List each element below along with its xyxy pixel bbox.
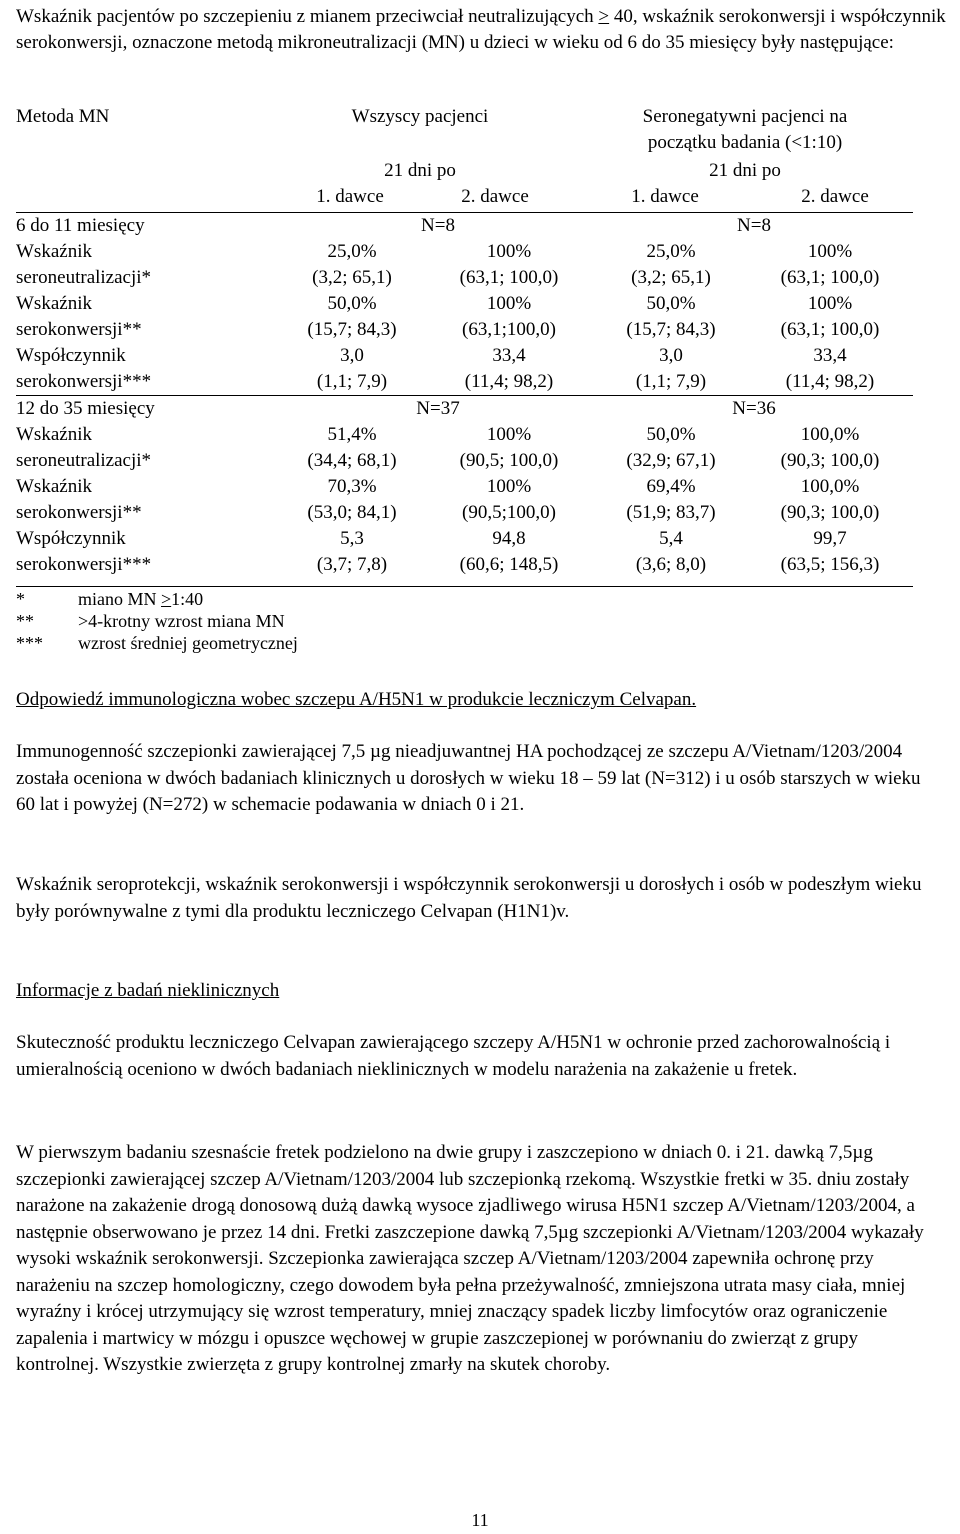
cell-value: 100,0% (800, 424, 860, 445)
table-row (16, 448, 913, 474)
footnote (16, 632, 298, 654)
cell-ci: (63,1; 100,0) (780, 319, 880, 340)
table-row (16, 500, 913, 526)
cell-ci: (1,1; 7,9) (635, 371, 707, 392)
section-heading-nonclinical: Informacje z badań nieklinicznych (16, 980, 280, 1001)
cell-ci: (90,3; 100,0) (780, 502, 880, 523)
table-row (16, 552, 913, 578)
cell-ci: (11,4; 98,2) (464, 371, 554, 392)
cell-ci: (15,7; 84,3) (307, 319, 397, 340)
footnote (16, 588, 298, 610)
row-label: Wskaźnik (16, 424, 92, 445)
row-label: Wskaźnik (16, 241, 92, 262)
group-n-seroneg: N=8 (595, 213, 913, 240)
intro-text-end: 40, wskaźnik serokonwersji i współczynnik serokonwersji, oznaczone metodą mikroneutralizacji (MN) u dzieci w wieku od 6 do 35 miesięcy były następujące: (16, 6, 946, 53)
header-seronegative-line2: początku badania (<1:10) (647, 132, 843, 153)
header-dose1-all: 1. dawce (316, 186, 384, 207)
group-row (16, 396, 913, 423)
row-label: seroneutralizacji* (16, 450, 152, 471)
cell-value: 50,0% (646, 293, 696, 314)
header-all-patients: Wszyscy pacjenci (351, 106, 489, 127)
table-row (16, 291, 913, 317)
header-seronegative-line1: Seronegatywni pacjenci na (642, 106, 848, 127)
table-row (16, 343, 913, 369)
row-label: serokonwersji*** (16, 371, 152, 392)
cell-ci: (34,4; 68,1) (307, 450, 397, 471)
intro-paragraph (16, 4, 946, 56)
table-row (16, 317, 913, 343)
cell-value: 99,7 (813, 528, 847, 549)
paragraph-efficacy: Skuteczność produktu leczniczego Celvapan zawierającego szczepy A/H5N1 w ochronie przed zachorowalnością i umieralnością oceniono w dwóch badaniach nieklinicznych w modelu narażenia na zakażenie u fretek. (16, 1032, 891, 1080)
paragraph-immunogenicity: Immunogenność szczepionki zawierającej 7,5 µg nieadjuwantnej HA pochodzącej ze szczepu A/Vietnam/1203/2004 została oceniona w dwóch badaniach klinicznych u dorosłych w wieku 18 – 59 lat (N=312) i u osób starszych w wieku 60 lat i powyżej (N=272) w schemacie podawania w dniach 0 i 21. (16, 741, 921, 815)
cell-ci: (63,1;100,0) (462, 319, 556, 340)
cell-value: 25,0% (327, 241, 377, 262)
footnote-symbol: *** (16, 633, 43, 653)
row-label: seroneutralizacji* (16, 267, 152, 288)
table-row (16, 526, 913, 552)
table-row (16, 369, 913, 396)
cell-ci: (63,1; 100,0) (780, 267, 880, 288)
cell-value: 100% (807, 293, 853, 314)
cell-ci: (1,1; 7,9) (316, 371, 388, 392)
cell-ci: (11,4; 98,2) (785, 371, 875, 392)
row-label: serokonwersji*** (16, 554, 152, 575)
cell-value: 70,3% (327, 476, 377, 497)
geq-symbol: > (598, 6, 610, 27)
table-bottom-rule (16, 586, 913, 587)
group-row (16, 213, 913, 240)
cell-ci: (63,1; 100,0) (459, 267, 559, 288)
header-dose1-seroneg: 1. dawce (631, 186, 699, 207)
cell-ci: (53,0; 84,1) (307, 502, 397, 523)
table-row (16, 265, 913, 291)
row-label: Współczynnik (16, 528, 126, 549)
cell-ci: (60,6; 148,5) (459, 554, 559, 575)
cell-ci: (90,5;100,0) (462, 502, 556, 523)
row-label: Wskaźnik (16, 293, 92, 314)
cell-value: 100% (486, 476, 532, 497)
cell-value: 51,4% (327, 424, 377, 445)
cell-ci: (3,2; 65,1) (312, 267, 392, 288)
group-label: 6 do 11 miesięcy (16, 213, 281, 240)
table-row (16, 239, 913, 265)
row-label: serokonwersji** (16, 319, 142, 340)
group-n-all: N=37 (281, 396, 595, 423)
footnote (16, 610, 298, 632)
cell-value: 100% (486, 241, 532, 262)
cell-value: 94,8 (492, 528, 526, 549)
cell-value: 50,0% (646, 424, 696, 445)
cell-ci: (63,5; 156,3) (780, 554, 880, 575)
cell-value: 5,3 (340, 528, 364, 549)
cell-value: 33,4 (492, 345, 526, 366)
cell-ci: (51,9; 83,7) (626, 502, 716, 523)
footnote-symbol: ** (16, 611, 34, 631)
footnote-text: wzrost średniej geometrycznej (78, 633, 298, 653)
cell-ci: (90,3; 100,0) (780, 450, 880, 471)
cell-value: 100% (807, 241, 853, 262)
footnotes (16, 588, 298, 654)
cell-value: 69,4% (646, 476, 696, 497)
footnote-symbol: * (16, 589, 25, 609)
cell-value: 25,0% (646, 241, 696, 262)
cell-ci: (3,2; 65,1) (631, 267, 711, 288)
row-label: Wskaźnik (16, 476, 92, 497)
section-heading-immunology: Odpowiedź immunologiczna wobec szczepu A/H5N1 w produkcie leczniczym Celvapan. (16, 689, 697, 710)
header-method: Metoda MN (16, 106, 110, 127)
cell-value: 100,0% (800, 476, 860, 497)
cell-ci: (3,6; 8,0) (635, 554, 707, 575)
row-label: Współczynnik (16, 345, 126, 366)
intro-text-start: Wskaźnik pacjentów po szczepieniu z mianem przeciwciał neutralizujących (16, 6, 599, 27)
cell-value: 3,0 (659, 345, 683, 366)
group-n-all: N=8 (281, 213, 595, 240)
cell-value: 3,0 (340, 345, 364, 366)
page-number: 11 (471, 1510, 489, 1530)
cell-value: 100% (486, 424, 532, 445)
results-table (16, 212, 913, 578)
footnote-text: miano MN (78, 589, 161, 609)
geq-symbol: > (161, 589, 172, 609)
header-days-after-seroneg: 21 dni po (709, 160, 781, 181)
cell-value: 5,4 (659, 528, 683, 549)
table-row (16, 422, 913, 448)
cell-value: 100% (486, 293, 532, 314)
cell-ci: (3,7; 7,8) (316, 554, 388, 575)
paragraph-ferret-study: W pierwszym badaniu szesnaście fretek podzielono na dwie grupy i zaszczepiono w dniach 0. i 21. dawką 7,5µg szczepionki zawierającej szczep A/Vietnam/1203/2004 lub szczepionką rzekomą. Wszystkie fretki w 35. dniu zostały narażone na zakażenie drogą donosową dużą dawką wysoce zjadliwego wirusa H5N1 szczep A/Vietnam/1203/2004, a następnie obserwowano je przez 14 dni. Fretki zaszczepione dawką 7,5µg szczepionki A/Vietnam/1203/2004 wykazały wysoki wskaźnik serokonwersji. Szczepionka zawierająca szczep A/Vietnam/1203/2004 zapewniła ochronę przy narażeniu na szczep homologiczny, czego dowodem była pełna przeżywalność, zmniejszona utrata masy ciała, mniej wyraźny i krócej utrzymujący się wzrost temperatury, mniej znaczący spadek liczby limfocytów oraz ograniczenie zapalenia i martwicy w mózgu i opuszce węchowej w grupie zaszczepionej w porównaniu do zwierząt z grupy kontrolnej. Wszystkie zwierzęta z grupy kontrolnej zmarły na skutek choroby. (16, 1142, 924, 1375)
footnote-text: >4-krotny wzrost miana MN (78, 611, 285, 631)
header-dose2-seroneg: 2. dawce (801, 186, 869, 207)
paragraph-seroprotection: Wskaźnik seroprotekcji, wskaźnik serokonwersji i współczynnik serokonwersji u dorosłych i osób w podeszłym wieku były porównywalne z tymi dla produktu leczniczego Celvapan (H1N1)v. (16, 874, 922, 922)
cell-ci: (15,7; 84,3) (626, 319, 716, 340)
header-days-after-all: 21 dni po (384, 160, 456, 181)
table-row (16, 474, 913, 500)
header-dose2-all: 2. dawce (461, 186, 529, 207)
group-n-seroneg: N=36 (595, 396, 913, 423)
cell-ci: (90,5; 100,0) (459, 450, 559, 471)
cell-value: 33,4 (813, 345, 847, 366)
cell-ci: (32,9; 67,1) (626, 450, 716, 471)
group-label: 12 do 35 miesięcy (16, 396, 281, 423)
footnote-text-end: 1:40 (171, 589, 204, 609)
cell-value: 50,0% (327, 293, 377, 314)
row-label: serokonwersji** (16, 502, 142, 523)
